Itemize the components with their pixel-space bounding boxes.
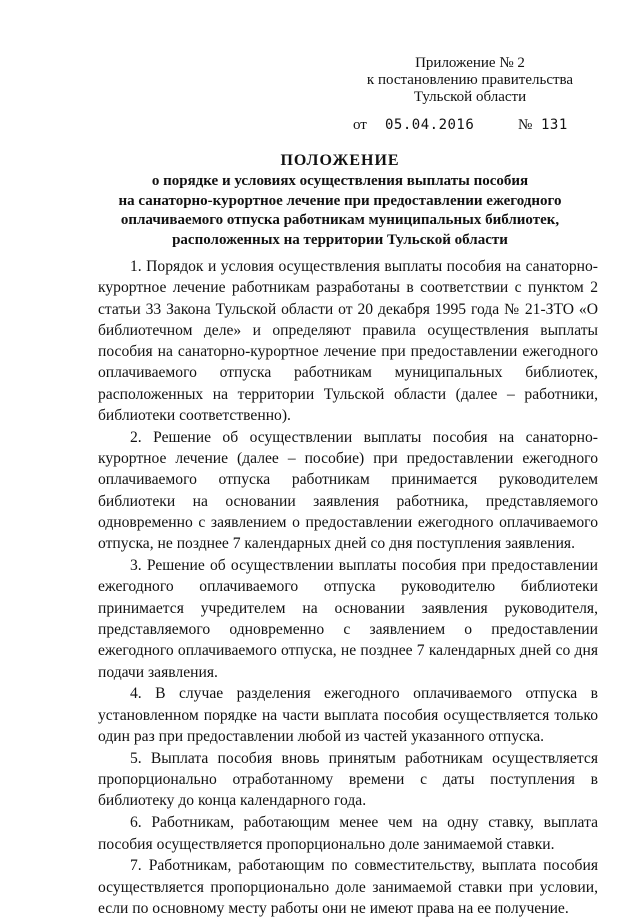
appendix-number: Приложение № 2 (415, 55, 525, 71)
paragraph-5: 5. Выплата пособия вновь принятым работникам осуществляется пропорционально отработанному времени с даты поступления в библиотеку до конца календарного года. (98, 749, 598, 810)
decree-date-line (353, 117, 593, 134)
title-main: ПОЛОЖЕНИЕ (280, 152, 400, 169)
document-title (90, 150, 590, 250)
appendix-region: Тульской области (413, 89, 527, 105)
number-label: № (518, 117, 533, 133)
paragraph-4: 4. В случае разделения ежегодного оплачиваемого отпуска в установленном порядке на части выплата пособия осуществляется только один раз при предоставлении любой из частей указанного отпуска. (98, 685, 598, 746)
appendix-decree-ref: к постановлению правительства (366, 72, 574, 88)
appendix-header (350, 55, 590, 106)
subtitle-line: оплачиваемого отпуска работникам муниципальных библиотек, (120, 212, 560, 228)
paragraph-1: 1. Порядок и условия осуществления выплаты пособия на санаторно-курортное лечение работникам разработаны в соответствии с пунктом 2 статьи 33 Закона Тульской области от 20 декабря 1995 года № 21-ЗТО «О библиотечном деле» и определяют правила осуществления выплаты пособия на санаторно-курортное лечение при предоставлении ежегодного оплачиваемого отпуска работникам муниципальных библиотек, расположенных на территории Тульской области (далее – работники, библиотеки соответственно). (98, 258, 598, 425)
subtitle-line: расположенных на территории Тульской области (172, 231, 508, 248)
decree-number: 131 (541, 117, 568, 133)
paragraph-2: 2. Решение об осуществлении выплаты пособия на санаторно-курортное лечение (далее – пособие) при предоставлении ежегодного оплачиваемого отпуска работникам принимается руководителем библиотеки на основании заявления работника, представляемого одновременно с заявлением о предоставлении ежегодного оплачиваемого отпуска, не позднее 7 календарных дней со дня поступления заявления. (98, 428, 598, 553)
decree-date: 05.04.2016 (385, 117, 475, 133)
title-subtitle (90, 172, 590, 250)
paragraph-7: 7. Работникам, работающим по совместительству, выплата пособия осуществляется пропорционально доле занимаемой ставки при условии, если по основному месту работы они не имеют права на ее получение. (98, 857, 598, 917)
document-body (98, 256, 598, 920)
subtitle-line: о порядке и условиях осуществления выплаты пособия (151, 173, 529, 189)
from-label: от (353, 117, 367, 133)
paragraph-3: 3. Решение об осуществлении выплаты пособия при предоставлении ежегодного оплачиваемого отпуска руководителю библиотеки принимается учредителем на основании заявления руководителя, представляемого одновременно с заявлением о предоставлении ежегодного оплачиваемого отпуска, не позднее 7 календарных дней со дня подачи заявления. (98, 557, 598, 681)
paragraph-6: 6. Работникам, работающим менее чем на одну ставку, выплата пособия осуществляется пропорционально доле занимаемой ставки. (98, 814, 598, 853)
subtitle-line: на санаторно-курортное лечение при предоставлении ежегодного (118, 192, 562, 209)
